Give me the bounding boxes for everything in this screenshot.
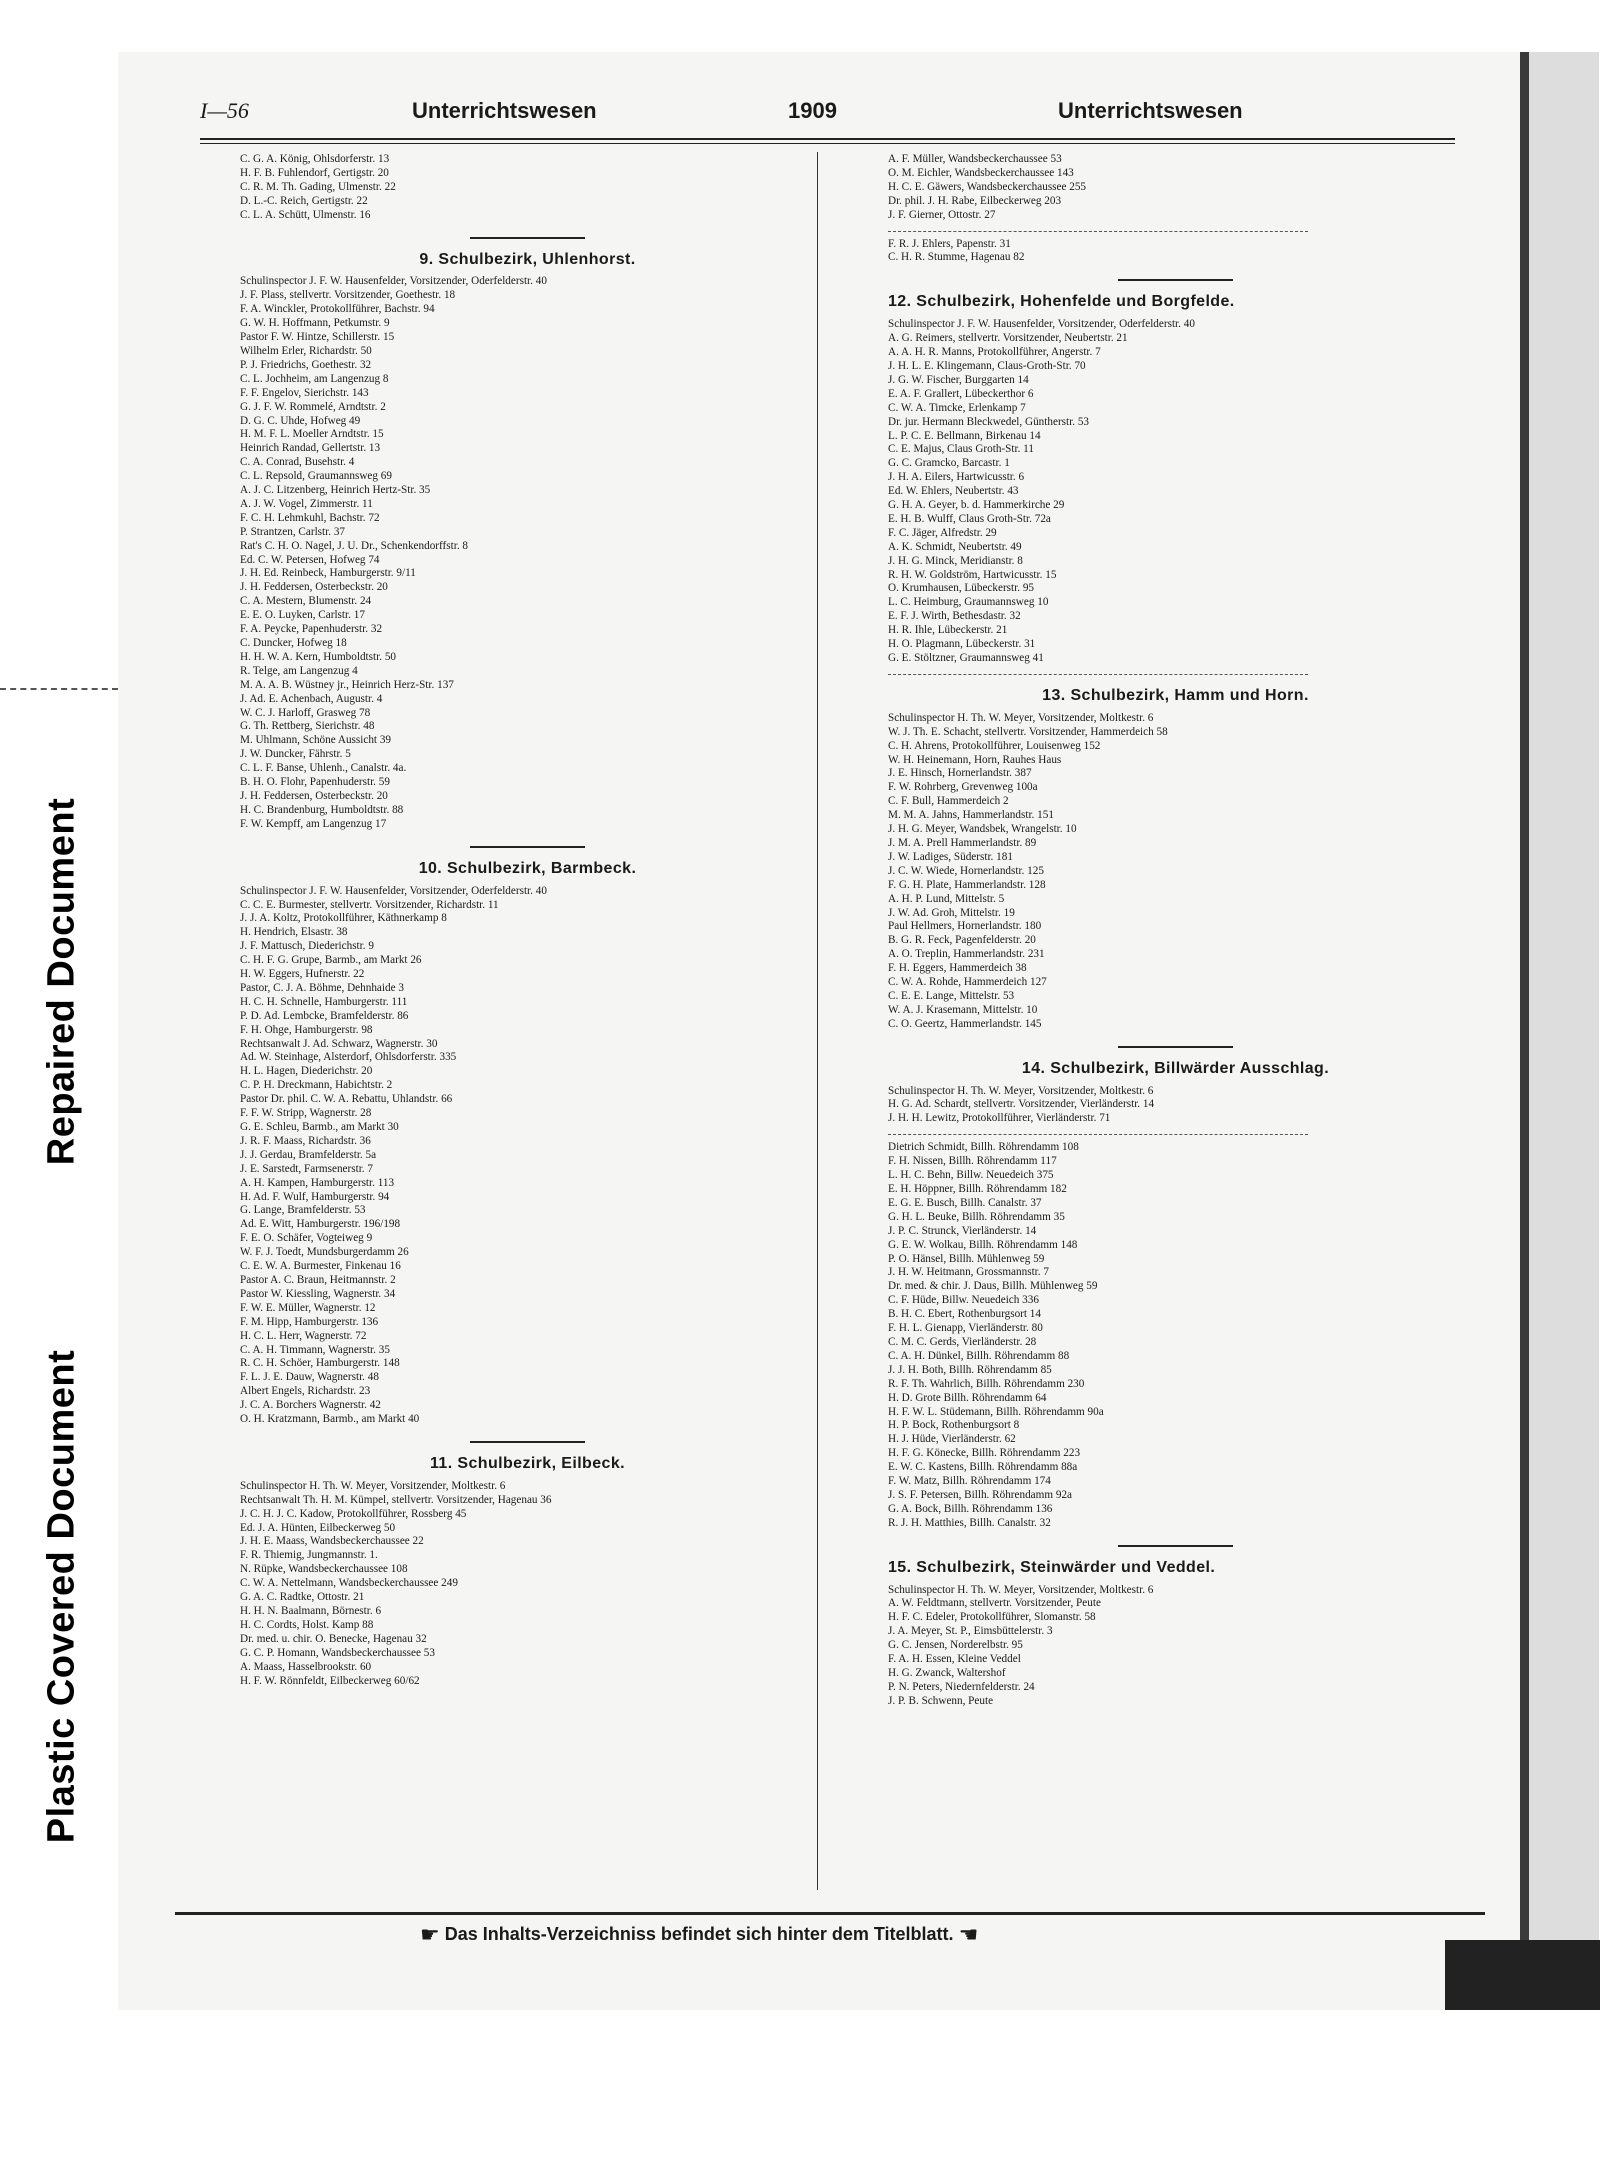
- list-item: H. L. Hagen, Diederichstr. 20: [240, 1065, 373, 1078]
- list-item: H. P. Bock, Rothenburgsort 8: [888, 1419, 1020, 1432]
- list-item: G. A. C. Radtke, Ottostr. 21: [240, 1591, 365, 1604]
- list-item: F. W. Rohrberg, Grevenweg 100a: [888, 781, 1038, 794]
- list-item: Ed. W. Ehlers, Neubertstr. 43: [888, 485, 1019, 498]
- list-item: G. J. F. W. Rommelé, Arndtstr. 2: [240, 400, 386, 413]
- right-intro2-list: [888, 238, 1463, 266]
- header-right-title: Unterrichtswesen: [1058, 98, 1243, 123]
- list-item: P. J. Friedrichs, Goethestr. 32: [240, 358, 372, 371]
- section-15-list: [888, 1584, 1463, 1709]
- list-item: G. A. Bock, Billh. Röhrendamm 136: [888, 1502, 1053, 1515]
- list-item: C. E. E. Lange, Mittelstr. 53: [888, 989, 1015, 1002]
- list-item: C. F. Hüde, Billw. Neuedeich 336: [888, 1294, 1039, 1307]
- label-plastic-covered: Plastic Covered Document: [40, 1349, 83, 1844]
- left-intro-list: [240, 153, 815, 223]
- list-item: J. H. G. Meyer, Wandsbek, Wrangelstr. 10: [888, 823, 1077, 836]
- header-rule: [200, 138, 1455, 140]
- list-item: C. L. A. Schütt, Ulmenstr. 16: [240, 208, 371, 221]
- list-item: D. L.-C. Reich, Gertigstr. 22: [240, 194, 368, 207]
- list-item: F. A. Winckler, Protokollführer, Bachstr. 94: [240, 303, 435, 316]
- list-item: F. C. H. Lehmkuhl, Bachstr. 72: [240, 511, 380, 524]
- list-item: Pastor A. C. Braun, Heitmannstr. 2: [240, 1273, 396, 1286]
- section-title-15: 15. Schulbezirk, Steinwärder und Veddel.: [888, 1558, 1216, 1576]
- list-item: Schulinspector H. Th. W. Meyer, Vorsitzender, Moltkestr. 6: [888, 711, 1154, 724]
- list-item: C. L. Jochheim, am Langenzug 8: [240, 372, 389, 385]
- list-item: C. W. A. Rohde, Hammerdeich 127: [888, 976, 1047, 989]
- list-item: C. E. Majus, Claus Groth-Str. 11: [888, 443, 1034, 456]
- section-title-14: 14. Schulbezirk, Billwärder Ausschlag.: [1021, 1059, 1330, 1077]
- list-item: F. F. Engelov, Sierichstr. 143: [240, 386, 369, 399]
- list-item: Rat's C. H. O. Nagel, J. U. Dr., Schenkendorffstr. 8: [240, 539, 469, 552]
- section-rule: [470, 237, 585, 239]
- list-item: C. A. H. Timmann, Wagnerstr. 35: [240, 1343, 390, 1356]
- list-item: E. G. E. Busch, Billh. Canalstr. 37: [888, 1196, 1042, 1209]
- list-item: J. E. Hinsch, Hornerlandstr. 387: [888, 767, 1032, 780]
- list-item: F. E. O. Schäfer, Vogteiweg 9: [240, 1232, 373, 1245]
- footer-text: Das Inhalts-Verzeichniss befindet sich hinter dem Titelblatt.: [444, 1923, 954, 1944]
- list-item: J. H. W. Heitmann, Grossmannstr. 7: [888, 1266, 1049, 1279]
- section-rule: [1118, 279, 1233, 281]
- list-item: H. F. B. Fuhlendorf, Gertigstr. 20: [240, 166, 389, 179]
- list-item: G. Th. Rettberg, Sierichstr. 48: [240, 720, 375, 733]
- list-item: J. S. F. Petersen, Billh. Röhrendamm 92a: [888, 1488, 1072, 1501]
- list-item: F. H. Ohge, Hamburgerstr. 98: [240, 1023, 373, 1036]
- page-binding-edge: [1520, 52, 1529, 2010]
- section-title-9: 9. Schulbezirk, Uhlenhorst.: [419, 250, 636, 268]
- list-item: Pastor W. Kiessling, Wagnerstr. 34: [240, 1287, 396, 1300]
- list-item: J. J. A. Koltz, Protokollführer, Käthnerkamp 8: [240, 912, 447, 925]
- list-item: A. W. Feldtmann, stellvertr. Vorsitzender, Peute: [888, 1597, 1101, 1610]
- list-item: C. P. H. Dreckmann, Habichtstr. 2: [240, 1079, 393, 1092]
- list-item: A. H. P. Lund, Mittelstr. 5: [888, 892, 1005, 905]
- list-item: Schulinspector J. F. W. Hausenfelder, Vorsitzender, Oderfelderstr. 40: [240, 884, 547, 897]
- section-14-list: [888, 1085, 1463, 1127]
- list-item: D. G. C. Uhde, Hofweg 49: [240, 414, 361, 427]
- list-item: L. C. Heimburg, Graumannsweg 10: [888, 596, 1049, 609]
- list-item: F. W. Kempff, am Langenzug 17: [240, 817, 387, 830]
- list-item: Pastor F. W. Hintze, Schillerstr. 15: [240, 331, 395, 344]
- list-item: A. Maass, Hasselbrookstr. 60: [240, 1660, 372, 1673]
- list-item: F. W. Matz, Billh. Röhrendamm 174: [888, 1475, 1051, 1488]
- list-item: P. O. Hänsel, Billh. Mühlenweg 59: [888, 1252, 1045, 1265]
- list-item: H. D. Grote Billh. Röhrendamm 64: [888, 1391, 1047, 1404]
- section-rule: [470, 846, 585, 848]
- list-item: Schulinspector H. Th. W. Meyer, Vorsitzender, Moltkestr. 6: [240, 1479, 506, 1492]
- list-item: F. W. E. Müller, Wagnerstr. 12: [240, 1301, 376, 1314]
- list-item: O. H. Kratzmann, Barmb., am Markt 40: [240, 1413, 420, 1426]
- page-header: [200, 98, 1455, 138]
- list-item: J. A. Meyer, St. P., Eimsbüttelerstr. 3: [888, 1625, 1053, 1638]
- list-item: H. W. Eggers, Hufnerstr. 22: [240, 968, 365, 981]
- dash-separator: [888, 231, 1308, 232]
- list-item: Dr. phil. J. H. Rabe, Eilbeckerweg 203: [888, 194, 1062, 207]
- list-item: F. R. Thiemig, Jungmannstr. 1.: [240, 1549, 378, 1562]
- list-item: A. G. Reimers, stellvertr. Vorsitzender, Neubertstr. 21: [888, 332, 1128, 345]
- section-9-list: [240, 275, 815, 831]
- list-item: J. E. Sarstedt, Farmsenerstr. 7: [240, 1162, 373, 1175]
- list-item: C. L. Repsold, Graumannsweg 69: [240, 470, 392, 483]
- cut-mark: [0, 688, 118, 690]
- list-item: R. C. H. Schöer, Hamburgerstr. 148: [240, 1357, 400, 1370]
- list-item: C. H. Ahrens, Protokollführer, Louisenweg 152: [888, 739, 1101, 752]
- list-item: J. W. Duncker, Fährstr. 5: [240, 748, 351, 761]
- section-rule: [1118, 1545, 1233, 1547]
- list-item: P. D. Ad. Lembcke, Bramfelderstr. 86: [240, 1009, 409, 1022]
- section-title-11: 11. Schulbezirk, Eilbeck.: [430, 1454, 625, 1472]
- list-item: G. C. P. Homann, Wandsbeckerchaussee 53: [240, 1646, 435, 1659]
- list-item: H. O. Plagmann, Lübeckerstr. 31: [888, 638, 1036, 651]
- list-item: J. H. Ed. Reinbeck, Hamburgerstr. 9/11: [240, 567, 416, 580]
- list-item: W. A. J. Krasemann, Mittelstr. 10: [888, 1003, 1038, 1016]
- section-14-list-2: [888, 1141, 1463, 1530]
- list-item: H. Hendrich, Elsastr. 38: [240, 926, 348, 939]
- list-item: J. J. H. Both, Billh. Röhrendamm 85: [888, 1363, 1052, 1376]
- list-item: J. F. Mattusch, Diederichstr. 9: [240, 940, 374, 953]
- list-item: H. F. W. Rönnfeldt, Eilbeckerweg 60/62: [240, 1674, 420, 1687]
- list-item: P. N. Peters, Niedernfelderstr. 24: [888, 1680, 1035, 1693]
- list-item: G. H. A. Geyer, b. d. Hammerkirche 29: [888, 499, 1065, 512]
- list-item: M. A. A. B. Wüstney jr., Heinrich Herz-Str. 137: [240, 678, 454, 691]
- list-item: H. R. Ihle, Lübeckerstr. 21: [888, 624, 1008, 637]
- list-item: G. E. Schleu, Barmb., am Markt 30: [240, 1121, 399, 1133]
- list-item: Dr. med. & chir. J. Daus, Billh. Mühlenweg 59: [888, 1280, 1098, 1293]
- footer-note: [420, 1922, 1220, 1948]
- list-item: Ad. W. Steinhage, Alsterdorf, Ohlsdorferstr. 335: [240, 1051, 457, 1064]
- list-item: N. Rüpke, Wandsbeckerchaussee 108: [240, 1563, 408, 1576]
- list-item: R. J. H. Matthies, Billh. Canalstr. 32: [888, 1516, 1051, 1529]
- list-item: A. O. Treplin, Hammerlandstr. 231: [888, 948, 1045, 961]
- list-item: C. E. W. A. Burmester, Finkenau 16: [240, 1260, 401, 1273]
- list-item: J. R. F. Maass, Richardstr. 36: [240, 1134, 371, 1147]
- list-item: Schulinspector J. F. W. Hausenfelder, Vorsitzender, Oderfelderstr. 40: [888, 318, 1195, 331]
- dash-separator: [888, 1134, 1308, 1135]
- list-item: A. J. W. Vogel, Zimmerstr. 11: [240, 497, 373, 510]
- list-item: R. H. W. Goldström, Hartwicusstr. 15: [888, 568, 1057, 581]
- list-item: J. P. C. Strunck, Vierländerstr. 14: [888, 1224, 1037, 1237]
- section-title-10: 10. Schulbezirk, Barmbeck.: [418, 859, 637, 877]
- list-item: A. J. C. Litzenberg, Heinrich Hertz-Str. 35: [240, 484, 431, 497]
- list-item: F. L. J. E. Dauw, Wagnerstr. 48: [240, 1371, 379, 1384]
- list-item: G. W. H. Hoffmann, Petkumstr. 9: [240, 317, 390, 330]
- list-item: J. H. H. Lewitz, Protokollführer, Vierländerstr. 71: [888, 1112, 1111, 1125]
- list-item: C. Duncker, Hofweg 18: [240, 637, 347, 649]
- list-item: L. H. C. Behn, Billw. Neuedeich 375: [888, 1169, 1054, 1182]
- list-item: J. F. Plass, stellvertr. Vorsitzender, Goethestr. 18: [240, 289, 456, 302]
- list-item: J. H. L. E. Klingemann, Claus-Groth-Str. 70: [888, 359, 1086, 372]
- list-item: Dr. med. u. chir. O. Benecke, Hagenau 32: [240, 1632, 427, 1645]
- list-item: L. P. C. E. Bellmann, Birkenau 14: [888, 429, 1041, 442]
- list-item: J. C. H. J. C. Kadow, Protokollführer, Rossberg 45: [240, 1507, 467, 1520]
- list-item: O. Krumhausen, Lübeckerstr. 95: [888, 582, 1035, 595]
- list-item: M. M. A. Jahns, Hammerlandstr. 151: [888, 809, 1054, 822]
- list-item: C. H. F. G. Grupe, Barmb., am Markt 26: [240, 954, 422, 967]
- list-item: H. C. Cordts, Holst. Kamp 88: [240, 1618, 374, 1631]
- list-item: C. W. A. Timcke, Erlenkamp 7: [888, 401, 1026, 414]
- list-item: F. H. Nissen, Billh. Röhrendamm 117: [888, 1155, 1057, 1168]
- list-item: J. H. A. Eilers, Hartwicusstr. 6: [888, 471, 1025, 484]
- list-item: F. G. H. Plate, Hammerlandstr. 128: [888, 878, 1046, 891]
- list-item: B. H. O. Flohr, Papenhuderstr. 59: [240, 776, 390, 789]
- list-item: F. A. H. Essen, Kleine Veddel: [888, 1653, 1021, 1666]
- list-item: C. R. M. Th. Gading, Ulmenstr. 22: [240, 180, 396, 193]
- pointing-hand-right-icon: ☛: [420, 1922, 440, 1947]
- list-item: F. C. Jäger, Alfredstr. 29: [888, 526, 997, 539]
- list-item: B. G. R. Feck, Pagenfelderstr. 20: [888, 934, 1036, 947]
- list-item: A. F. Müller, Wandsbeckerchaussee 53: [888, 153, 1062, 165]
- right-column: [888, 153, 1463, 1709]
- list-item: G. E. W. Wolkau, Billh. Röhrendamm 148: [888, 1238, 1078, 1251]
- list-item: F. F. W. Stripp, Wagnerstr. 28: [240, 1107, 372, 1120]
- label-repaired: Repaired Document: [40, 797, 83, 1166]
- list-item: E. H. Höppner, Billh. Röhrendamm 182: [888, 1183, 1067, 1195]
- list-item: Rechtsanwalt J. Ad. Schwarz, Wagnerstr. 30: [240, 1037, 438, 1050]
- list-item: J. W. Ad. Groh, Mittelstr. 19: [888, 906, 1015, 919]
- list-item: J. C. A. Borchers Wagnerstr. 42: [240, 1399, 381, 1412]
- header-left-title: Unterrichtswesen: [412, 98, 597, 123]
- list-item: A. H. Kampen, Hamburgerstr. 113: [240, 1176, 395, 1189]
- section-11-list: [240, 1480, 815, 1689]
- left-column: [240, 153, 815, 1688]
- section-rule: [470, 1441, 585, 1443]
- list-item: J. Ad. E. Achenbach, Augustr. 4: [240, 692, 383, 705]
- list-item: B. H. C. Ebert, Rothenburgsort 14: [888, 1308, 1041, 1321]
- list-item: J. J. Gerdau, Bramfelderstr. 5a: [240, 1148, 377, 1161]
- list-item: G. C. Jensen, Norderelbstr. 95: [888, 1639, 1023, 1652]
- list-item: A. A. H. R. Manns, Protokollführer, Angerstr. 7: [888, 346, 1101, 359]
- list-item: R. Telge, am Langenzug 4: [240, 664, 358, 677]
- list-item: H. C. E. Gäwers, Wandsbeckerchaussee 255: [888, 180, 1087, 193]
- list-item: Schulinspector H. Th. W. Meyer, Vorsitzender, Moltkestr. 6: [888, 1583, 1154, 1596]
- list-item: J. C. W. Wiede, Hornerlandstr. 125: [888, 864, 1044, 877]
- list-item: C. A. Conrad, Busehstr. 4: [240, 456, 355, 469]
- list-item: Albert Engels, Richardstr. 23: [240, 1385, 371, 1398]
- section-12-list: [888, 318, 1463, 666]
- list-item: H. H. W. A. Kern, Humboldtstr. 50: [240, 650, 397, 663]
- list-item: F. M. Hipp, Hamburgerstr. 136: [240, 1315, 379, 1328]
- list-item: M. Uhlmann, Schöne Aussicht 39: [240, 734, 392, 747]
- list-item: H. H. N. Baalmann, Börnestr. 6: [240, 1605, 382, 1617]
- header-year: 1909: [788, 98, 837, 123]
- column-divider: [817, 152, 818, 1890]
- list-item: H. G. Zwanck, Waltershof: [888, 1667, 1006, 1679]
- list-item: J. H. G. Minck, Meridianstr. 8: [888, 554, 1023, 567]
- list-item: H. C. L. Herr, Wagnerstr. 72: [240, 1329, 367, 1342]
- list-item: Heinrich Randad, Gellertstr. 13: [240, 442, 381, 455]
- list-item: H. F. W. L. Stüdemann, Billh. Röhrendamm 90a: [888, 1405, 1104, 1418]
- dash-separator: [888, 674, 1308, 675]
- list-item: J. F. Gierner, Ottostr. 27: [888, 208, 996, 221]
- list-item: F. R. J. Ehlers, Papenstr. 31: [888, 237, 1011, 250]
- list-item: F. H. Eggers, Hammerdeich 38: [888, 962, 1027, 975]
- list-item: J. W. Ladiges, Süderstr. 181: [888, 850, 1013, 863]
- list-item: C. F. Bull, Hammerdeich 2: [888, 795, 1009, 808]
- list-item: O. M. Eichler, Wandsbeckerchaussee 143: [888, 166, 1074, 179]
- list-item: F. H. L. Gienapp, Vierländerstr. 80: [888, 1322, 1043, 1335]
- list-item: E. F. J. Wirth, Bethesdastr. 32: [888, 610, 1021, 623]
- bottom-rule: [175, 1912, 1485, 1915]
- list-item: Ad. E. Witt, Hamburgerstr. 196/198: [240, 1218, 401, 1231]
- list-item: G. Lange, Bramfelderstr. 53: [240, 1204, 366, 1217]
- list-item: J. G. W. Fischer, Burggarten 14: [888, 373, 1029, 386]
- header-rule-thin: [200, 143, 1455, 144]
- list-item: H. F. C. Edeler, Protokollführer, Slomanstr. 58: [888, 1611, 1096, 1624]
- list-item: G. H. L. Beuke, Billh. Röhrendamm 35: [888, 1210, 1065, 1223]
- list-item: H. M. F. L. Moeller Arndtstr. 15: [240, 428, 384, 441]
- list-item: H. Ad. F. Wulf, Hamburgerstr. 94: [240, 1190, 390, 1203]
- list-item: R. F. Th. Wahrlich, Billh. Röhrendamm 230: [888, 1377, 1085, 1390]
- list-item: C. L. F. Banse, Uhlenh., Canalstr. 4a.: [240, 762, 407, 775]
- section-rule: [1118, 1046, 1233, 1048]
- list-item: H. F. G. Könecke, Billh. Röhrendamm 223: [888, 1447, 1081, 1460]
- list-item: H. C. H. Schnelle, Hamburgerstr. 111: [240, 995, 408, 1008]
- list-item: Dietrich Schmidt, Billh. Röhrendamm 108: [888, 1141, 1079, 1154]
- list-item: H. C. Brandenburg, Humboldtstr. 88: [240, 803, 404, 816]
- page-number: I—56: [200, 98, 249, 123]
- section-10-list: [240, 885, 815, 1427]
- list-item: P. Strantzen, Carlstr. 37: [240, 525, 346, 538]
- list-item: E. W. C. Kastens, Billh. Röhrendamm 88a: [888, 1461, 1078, 1474]
- list-item: C. O. Geertz, Hammerlandstr. 145: [888, 1017, 1042, 1030]
- list-item: Ed. C. W. Petersen, Hofweg 74: [240, 553, 380, 566]
- pointing-hand-left-icon: ☚: [958, 1922, 979, 1947]
- list-item: Schulinspector J. F. W. Hausenfelder, Vorsitzender, Oderfelderstr. 40: [240, 275, 547, 288]
- list-item: Schulinspector H. Th. W. Meyer, Vorsitzender, Moltkestr. 6: [888, 1084, 1154, 1097]
- list-item: Pastor, C. J. A. Böhme, Dehnhaide 3: [240, 981, 404, 994]
- section-13-list: [888, 712, 1463, 1032]
- list-item: W. C. J. Harloff, Grasweg 78: [240, 706, 371, 719]
- list-item: Paul Hellmers, Hornerlandstr. 180: [888, 920, 1042, 933]
- list-item: J. H. Feddersen, Osterbeckstr. 20: [240, 581, 388, 594]
- list-item: Wilhelm Erler, Richardstr. 50: [240, 344, 372, 357]
- list-item: H. G. Ad. Schardt, stellvertr. Vorsitzender, Vierländerstr. 14: [888, 1098, 1155, 1111]
- scan-corner-shadow: [1445, 1940, 1600, 2010]
- list-item: G. C. Gramcko, Barcastr. 1: [888, 457, 1010, 470]
- list-item: J. H. E. Maass, Wandsbeckerchaussee 22: [240, 1535, 424, 1548]
- list-item: E. H. B. Wulff, Claus Groth-Str. 72a: [888, 512, 1051, 525]
- list-item: Dr. jur. Hermann Bleckwedel, Güntherstr. 53: [888, 415, 1090, 428]
- list-item: E. E. O. Luyken, Carlstr. 17: [240, 609, 365, 622]
- list-item: C. A. H. Dünkel, Billh. Röhrendamm 88: [888, 1349, 1070, 1362]
- page-margin: [1529, 52, 1599, 2010]
- list-item: G. E. Stöltzner, Graumannsweg 41: [888, 652, 1044, 664]
- list-item: J. P. B. Schwenn, Peute: [888, 1694, 994, 1707]
- list-item: Ed. J. A. Hünten, Eilbeckerweg 50: [240, 1521, 396, 1534]
- section-title-13: 13. Schulbezirk, Hamm und Horn.: [1042, 686, 1309, 704]
- list-item: E. A. F. Grallert, Lübeckerthor 6: [888, 387, 1034, 400]
- list-item: W. J. Th. E. Schacht, stellvertr. Vorsitzender, Hammerdeich 58: [888, 725, 1168, 738]
- list-item: H. J. Hüde, Vierländerstr. 62: [888, 1433, 1016, 1446]
- list-item: C. H. R. Stumme, Hagenau 82: [888, 251, 1025, 264]
- list-item: A. K. Schmidt, Neubertstr. 49: [888, 540, 1022, 553]
- right-intro-list: [888, 153, 1463, 223]
- list-item: Rechtsanwalt Th. H. M. Kümpel, stellvertr. Vorsitzender, Hagenau 36: [240, 1493, 552, 1506]
- list-item: Pastor Dr. phil. C. W. A. Rebattu, Uhlandstr. 66: [240, 1093, 453, 1106]
- list-item: C. A. Mestern, Blumenstr. 24: [240, 595, 372, 608]
- list-item: J. M. A. Prell Hammerlandstr. 89: [888, 836, 1037, 849]
- list-item: C. W. A. Nettelmann, Wandsbeckerchaussee 249: [240, 1577, 458, 1590]
- list-item: W. F. J. Toedt, Mundsburgerdamm 26: [240, 1246, 409, 1259]
- side-strip: [0, 0, 115, 2177]
- list-item: C. G. A. König, Ohlsdorferstr. 13: [240, 153, 390, 165]
- list-item: J. H. Feddersen, Osterbeckstr. 20: [240, 789, 388, 802]
- list-item: C. C. E. Burmester, stellvertr. Vorsitzender, Richardstr. 11: [240, 898, 499, 911]
- section-title-12: 12. Schulbezirk, Hohenfelde und Borgfelde.: [888, 293, 1235, 311]
- list-item: W. H. Heinemann, Horn, Rauhes Haus: [888, 753, 1062, 766]
- list-item: F. A. Peycke, Papenhuderstr. 32: [240, 623, 383, 636]
- list-item: C. M. C. Gerds, Vierländerstr. 28: [888, 1335, 1037, 1348]
